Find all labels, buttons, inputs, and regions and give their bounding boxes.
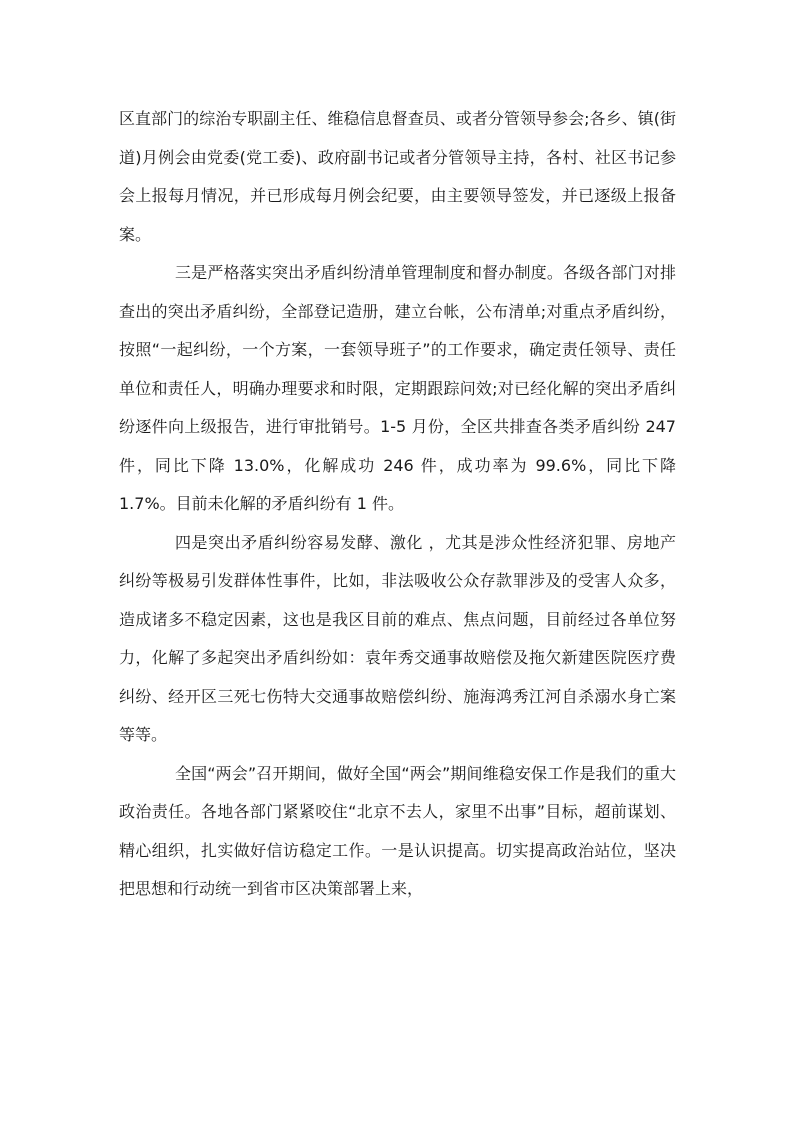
document-body [119,100,676,909]
paragraph-4: 全国“两会”召开期间，做好全国“两会”期间维稳安保工作是我们的重大政治责任。各地各部门紧紧咬住“北京不去人，家里不出事”目标，超前谋划、精心组织，扎实做好信访稳定工作。一是认识提高。切实提高政治站位，坚决把思想和行动统一到省市区决策部署上来， [119,763,676,898]
paragraph-1: 区直部门的综治专职副主任、维稳信息督查员、或者分管领导参会;各乡、镇(街道)月例会由党委(党工委)、政府副书记或者分管领导主持，各村、社区书记参会上报每月情况，并已形成每月例会纪要，由主要领导签发，并已逐级上报备案。 [119,109,676,244]
paragraph-2: 三是严格落实突出矛盾纠纷清单管理制度和督办制度。各级各部门对排查出的突出矛盾纠纷，全部登记造册，建立台帐，公布清单;对重点矛盾纠纷，按照“一起纠纷，一个方案，一套领导班子”的工作要求，确定责任领导、责任单位和责任人，明确办理要求和时限，定期跟踪问效;对已经化解的突出矛盾纠纷逐件向上级报告，进行审批销号。1-5 月份，全区共排查各类矛盾纠纷 247 件，同比下降 13.0%，化解成功 246 件，成功率为 99.6%，同比下降 1.7%。目前未化解的矛盾纠纷有 1 件。 [119,263,676,513]
paragraph-3: 四是突出矛盾纠纷容易发酵、激化 ，尤其是涉众性经济犯罪、房地产纠纷等极易引发群体性事件，比如，非法吸收公众存款罪涉及的受害人众多，造成诸多不稳定因素，这也是我区目前的难点、焦点问题，目前经过各单位努力，化解了多起突出矛盾纠纷如：袁年秀交通事故赔偿及拖欠新建医院医疗费纠纷、经开区三死七伤特大交通事故赔偿纠纷、施海鸿秀江河自杀溺水身亡案等等。 [119,532,676,744]
